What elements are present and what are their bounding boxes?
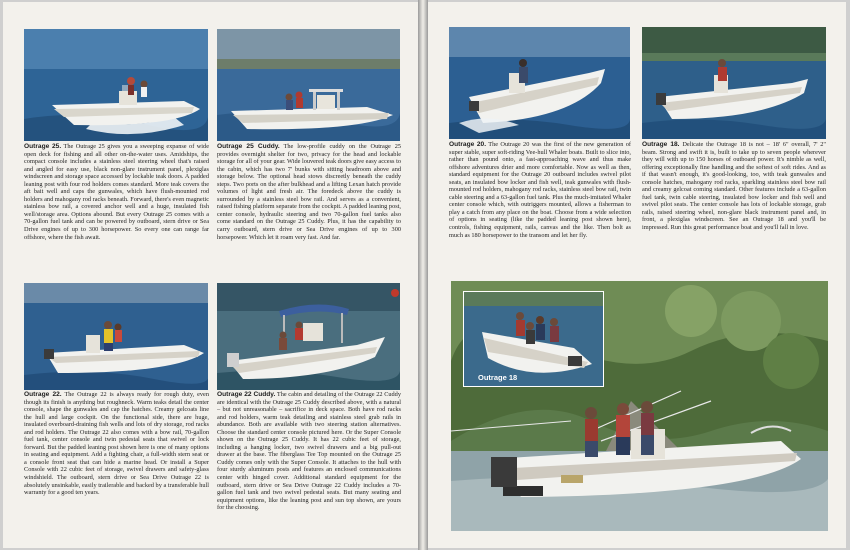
caption-title: Outrage 22 Cuddy. <box>217 391 276 398</box>
caption-outrage-25-cuddy <box>217 143 401 269</box>
caption-body: The Outrage 22 is always ready for rough duty, even though its finish is anything but roughneck. Warm teaks detail the center console, shape the gunwales and cap the hatches. Creamy gelcoats line the hull and large cockpit. On the functional side, there are huge, insulated overboard-draining fish wells and lots of dry storage, rod racks and rod holders. The Outrage 22 also comes with a bow rail, 70-gallon fuel tank, center console and twin pedestal seats that swivel or lock forward. But the padded leaning post shown here is one of many options in seating and equipment. Add a fighting chair, a full-width stern seat or a console front seat that can hide a marine head. Or install a Super Console with 22 cubic feet of storage, swivel drawers and safety-glass windshield. The outboard, stern drive or Sea Drive Outrage 22 is absolutely unsinkable, easily trailerable and backed by a transferable hull warranty for a good ten years. <box>24 391 209 497</box>
page-gutter <box>418 0 428 550</box>
caption-body: The low-profile cuddy on the Outrage 25 provides overnight shelter for two, privacy for the head and lockable storage for all of your gear. Wide louvered teak doors give easy access to the cabin, which has two 7' bunks with sitting headroom above and storage below. The optional head stows discreetly beneath the cuddy steps. Two ports on the after bulkhead and a lifting Lexan hatch provide volumes of light and fresh air. The foredeck above the cuddy is surrounded by a stainless steel bow rail. And serves as a convenient, raised fishing platform separate from the cockpit. A padded leaning post, center console, hydraulic steering and two 70-gallon fuel tanks also come standard on the Outrage 25 Cuddy. Plus, it has the capability to carry outboard, stern drive or Sea Drive engines of up to 300 horsepower. Which let it roam very fast. And far. <box>217 143 401 241</box>
caption-title: Outrage 25. <box>24 143 62 150</box>
inset-photo-label: Outrage 18 <box>478 373 518 382</box>
photo-outrage-20 <box>449 27 630 139</box>
caption-title: Outrage 25 Cuddy. <box>217 143 280 150</box>
caption-body: The Outrage 20 was the first of the new generation of super stable, super soft-riding Vee-hull Whaler boats. Built to slice into, rather than pound onto, a fast-approaching wave and thus make offshore adventures drier and more comfortable. Now as well as then, standard equipment for the Outrage 20 outboard includes swivel pilot seats, an insulated bow locker and fish well, teak gunwales with flush-mounted rod holders, mahogany rod racks, stainless steel bow rail, twin cable steering and a 63-gallon fuel tank. Plus the much-imitated Whaler center console which, with outriggers mounted, allows a fisherman to play a catch from any place on the boat. Choose from a wide selection of options in seating (like the padded leaning post shown here), controls, fishing equipment, rails, canvas and the like. Then bolt as much as 180 horsepower to the transom and let her fly. <box>449 141 631 239</box>
photo-outrage-22-cuddy <box>217 283 400 390</box>
photo-outrage-18 <box>642 27 826 139</box>
caption-outrage-22-cuddy <box>217 391 401 543</box>
caption-outrage-18 <box>642 141 826 269</box>
right-page <box>428 2 846 548</box>
photo-outrage-25 <box>24 29 208 141</box>
caption-title: Outrage 20. <box>449 141 487 148</box>
caption-title: Outrage 18. <box>642 141 680 148</box>
caption-body: The cabin and detailing of the Outrage 22 Cuddy are identical with the Outrage 25 Cuddy described above, with a natural – but not unreasonable – sacrifice in deck space. Both have rod racks and rod holders, warm teak detailing and stainless steel grab rails in abundance. Both are available with two steering station alternatives. Choose the standard center console pictured here. Or the Super Console shown on the Outrage 25 Cuddy. It has 22 cubic feet of storage, including a hanging locker, two swivel drawers and a big pull-out drawer at the base. The fiberglass Tee Top mounted on the Outrage 25 Cuddy comes only with the Super Console. It attaches to the hull with four sturdy aluminum posts and features an enclosed communications center with hinged cover. Additional standard equipment for the outboard, stern drive or Sea Drive Outrage 22 Cuddy includes a 70-gallon fuel tank and two swivel pedestal seats. But many seating and equipment options, like the leaning post and sun top shown, are yours for the choosing. <box>217 391 401 512</box>
caption-body: Delicate the Outrage 18 is not – 18' 6" overall, 7' 2" beam. Strong and swift it is, built to take up to seven people wherever they will with up to 150 horses of outboard power. It's nimble as well, offering exceptionally fine handling and the softest of soft rides. And as if that wasn't enough, it's good-looking, too, with teak gunwales and console hatches, mahogany rod racks, sparkling stainless steel bow rail and creamy gelcoat coming standard. Other features include a 63-gallon fuel tank, twin cable steering, insulated bow locker and fish well and swivel pilot seats. The center console has lots of lockable storage, grab rails, raised steering wheel, non-glare black instrument panel and, in front, a plexiglas windscreen. See an Outrage 18 and you'll be impressed. Run this great performance boat and you'll fall in love. <box>642 141 826 232</box>
caption-outrage-25 <box>24 143 209 269</box>
photo-outrage-18-inset <box>464 292 603 386</box>
left-page <box>3 2 418 548</box>
caption-outrage-22 <box>24 391 209 531</box>
photo-outrage-22 <box>24 283 208 390</box>
photo-outrage-25-cuddy <box>217 29 400 141</box>
caption-title: Outrage 22. <box>24 391 62 398</box>
caption-body: The Outrage 25 gives you a sweeping expanse of wide open deck for fishing and all other on-the-water uses. Amidships, the compact console includes a stainless steel steering wheel that's raised and angled for easy use, black non-glare instrument panel, plexiglas windscreen and storage space accessed by lockable teak doors. A padded leaning post with four rod holders comes standard. More teak covers the aft bait well and caps the gunwales, which have flush-mounted rod holders and mahogany rod racks beneath. Forward, there's even magnetic stainless bow rail, a covered anchor well and a huge, insulated fish well/storage area. Options abound. But every Outrage 25 comes with a 70-gallon fuel tank and can be powered by outboard, stern drive or Sea Drive engines of up to 300 horsepower. So every one can range far offshore, where the fish await. <box>24 143 209 241</box>
caption-outrage-20 <box>449 141 631 269</box>
